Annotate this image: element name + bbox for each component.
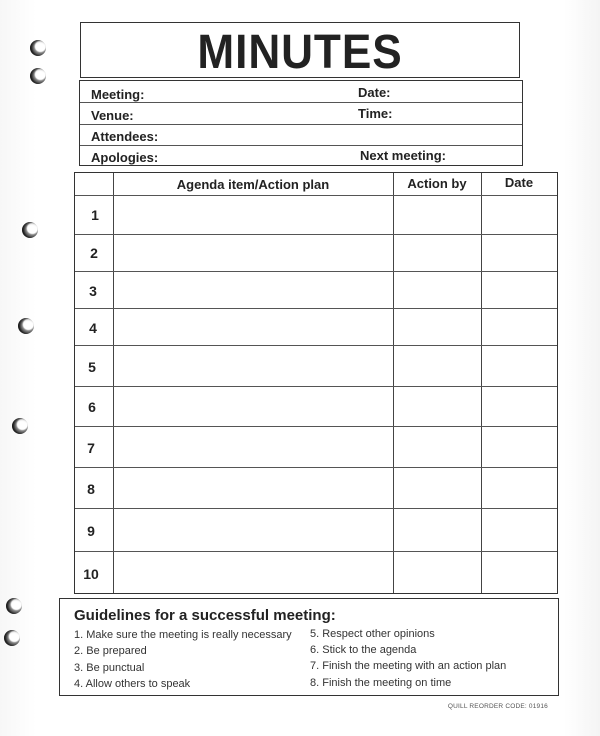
row-divider: [75, 508, 557, 509]
guideline-item: 8. Finish the meeting on time: [310, 677, 452, 689]
row-divider: [75, 551, 557, 552]
binder-hole-icon: [12, 418, 28, 434]
guideline-item: 6. Stick to the agenda: [310, 644, 417, 656]
guideline-item: 3. Be punctual: [74, 662, 145, 674]
row-number: 8: [87, 481, 95, 497]
apologies-label: Apologies:: [91, 150, 159, 165]
header-divider: [75, 195, 557, 196]
row-number: 9: [87, 523, 95, 539]
guidelines-title: Guidelines for a successful meeting:: [74, 607, 336, 624]
action-by-header: Action by: [407, 176, 467, 191]
row-number: 5: [88, 359, 96, 375]
row-number: 6: [88, 399, 96, 415]
row-divider: [75, 426, 557, 427]
guideline-item: 5. Respect other opinions: [310, 628, 435, 640]
meeting-label: Meeting:: [91, 87, 145, 102]
guideline-item: 4. Allow others to speak: [74, 678, 191, 690]
date-header: Date: [504, 175, 534, 190]
next-meeting-label: Next meeting:: [360, 148, 446, 163]
row-divider: [75, 308, 557, 309]
column-divider: [481, 173, 482, 593]
row-divider: [75, 271, 557, 272]
guideline-item: 2. Be prepared: [74, 645, 147, 657]
row-number: 10: [83, 566, 99, 582]
info-divider: [80, 124, 522, 125]
info-divider: [80, 102, 522, 103]
binder-hole-icon: [4, 630, 20, 646]
page-title: MINUTES: [197, 26, 403, 79]
binder-hole-icon: [30, 68, 46, 84]
guideline-item: 1. Make sure the meeting is really necessary: [74, 629, 292, 641]
reorder-code: QUILL REORDER CODE: 01916: [447, 703, 548, 710]
row-number: 3: [89, 283, 97, 299]
agenda-table: [74, 172, 558, 594]
binder-hole-icon: [30, 40, 46, 56]
guideline-item: 7. Finish the meeting with an action plan: [310, 660, 507, 672]
binder-hole-icon: [6, 598, 22, 614]
row-divider: [75, 386, 557, 387]
time-label: Time:: [358, 106, 393, 121]
row-divider: [75, 234, 557, 235]
meeting-info-box: [79, 80, 523, 166]
guidelines-box: [59, 598, 559, 696]
row-divider: [75, 345, 557, 346]
column-divider: [113, 173, 114, 593]
row-number: 7: [87, 440, 95, 456]
row-number: 4: [89, 320, 97, 336]
binder-hole-icon: [18, 318, 34, 334]
row-divider: [75, 467, 557, 468]
row-number: 1: [91, 207, 99, 223]
info-divider: [80, 145, 522, 146]
binder-hole-icon: [22, 222, 38, 238]
row-number: 2: [90, 245, 98, 261]
venue-label: Venue:: [91, 108, 134, 123]
column-divider: [393, 173, 394, 593]
date-label: Date:: [358, 85, 391, 100]
title-box: [80, 22, 520, 78]
agenda-header: Agenda item/Action plan: [176, 177, 330, 192]
attendees-label: Attendees:: [91, 129, 159, 144]
